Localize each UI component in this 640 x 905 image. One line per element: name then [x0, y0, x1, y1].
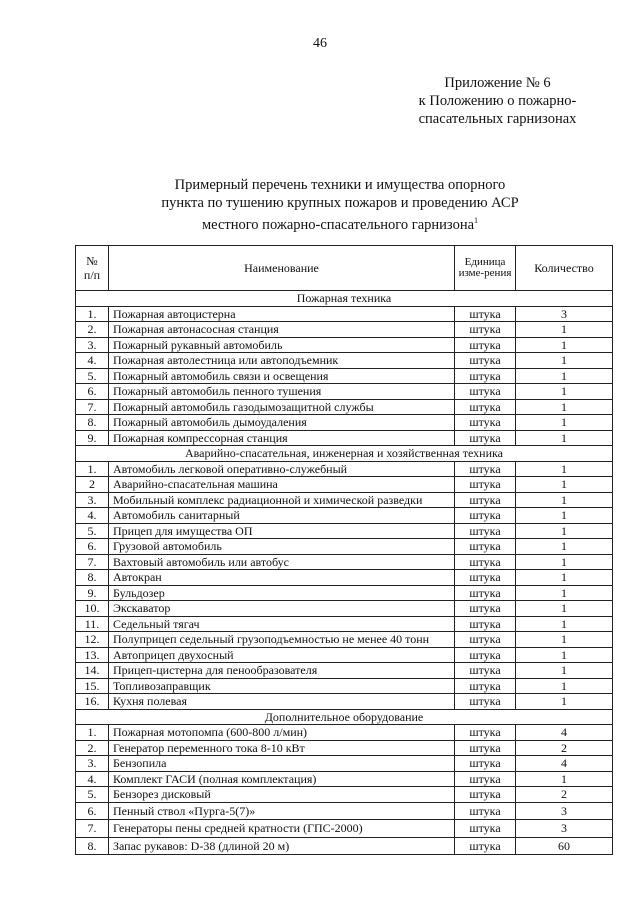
section-title: Дополнительное оборудование — [76, 709, 613, 725]
item-quantity: 1 — [516, 585, 613, 601]
item-quantity: 1 — [516, 368, 613, 384]
item-unit: штука — [455, 461, 516, 477]
header-unit: Единица изме-рения — [455, 246, 516, 291]
item-unit: штука — [455, 430, 516, 446]
item-name: Пожарная автолестница или автоподъемник — [109, 353, 455, 369]
header-qty: Количество — [516, 246, 613, 291]
title-line: пункта по тушению крупных пожаров и проведению АСР — [161, 195, 519, 211]
item-unit: штука — [455, 740, 516, 756]
item-name: Топливозаправщик — [109, 678, 455, 694]
header-name: Наименование — [109, 246, 455, 291]
item-unit: штука — [455, 632, 516, 648]
item-name: Экскаватор — [109, 601, 455, 617]
item-name: Автокран — [109, 570, 455, 586]
item-name: Автоприцеп двухосный — [109, 647, 455, 663]
table-row — [76, 694, 613, 710]
table-row — [76, 554, 613, 570]
row-number: 5. — [76, 787, 109, 803]
item-quantity: 3 — [516, 820, 613, 838]
row-number: 1. — [76, 306, 109, 322]
item-unit: штука — [455, 678, 516, 694]
table-row — [76, 756, 613, 772]
item-quantity: 1 — [516, 508, 613, 524]
row-number: 2 — [76, 477, 109, 493]
item-name: Кухня полевая — [109, 694, 455, 710]
item-name: Пожарный рукавный автомобиль — [109, 337, 455, 353]
item-quantity: 1 — [516, 430, 613, 446]
item-quantity: 1 — [516, 384, 613, 400]
table-row — [76, 585, 613, 601]
footnote-mark: 1 — [474, 216, 479, 225]
row-number: 2. — [76, 740, 109, 756]
item-name: Пожарная мотопомпа (600-800 л/мин) — [109, 725, 455, 741]
row-number: 6. — [76, 802, 109, 820]
item-name: Бульдозер — [109, 585, 455, 601]
item-quantity: 1 — [516, 492, 613, 508]
row-number: 7. — [76, 399, 109, 415]
item-name: Комплект ГАСИ (полная комплектация) — [109, 771, 455, 787]
item-unit: штука — [455, 771, 516, 787]
item-name: Пожарная компрессорная станция — [109, 430, 455, 446]
item-name: Автомобиль санитарный — [109, 508, 455, 524]
row-number: 7. — [76, 554, 109, 570]
table-row — [76, 399, 613, 415]
item-quantity: 1 — [516, 415, 613, 431]
item-name: Пожарная автонасосная станция — [109, 322, 455, 338]
item-quantity: 1 — [516, 477, 613, 493]
table-row — [76, 461, 613, 477]
item-quantity: 1 — [516, 663, 613, 679]
item-quantity: 1 — [516, 694, 613, 710]
title-line: местного пожарно-спасательного гарнизона$^1$ — [201, 216, 479, 233]
item-quantity: 1 — [516, 632, 613, 648]
title-line: Примерный перечень техники и имущества опорного — [174, 177, 506, 193]
table-row — [76, 837, 613, 855]
item-unit: штука — [455, 802, 516, 820]
table-row — [76, 430, 613, 446]
item-name: Вахтовый автомобиль или автобус — [109, 554, 455, 570]
item-name: Полуприцеп седельный грузоподъемностью не менее 40 тонн — [109, 632, 455, 648]
row-number: 9. — [76, 585, 109, 601]
section-title: Пожарная техника — [76, 291, 613, 307]
table-row — [76, 616, 613, 632]
item-unit: штука — [455, 756, 516, 772]
row-number: 11. — [76, 616, 109, 632]
table-row — [76, 415, 613, 431]
item-quantity: 2 — [516, 787, 613, 803]
item-quantity: 1 — [516, 554, 613, 570]
row-number: 8. — [76, 570, 109, 586]
table-row — [76, 787, 613, 803]
row-number: 16. — [76, 694, 109, 710]
appendix-line: спасательных гарнизонах — [418, 111, 577, 127]
row-number: 3. — [76, 492, 109, 508]
item-name: Бензорез дисковый — [109, 787, 455, 803]
row-number: 3. — [76, 337, 109, 353]
table-row — [76, 353, 613, 369]
row-number: 15. — [76, 678, 109, 694]
table-row — [76, 508, 613, 524]
item-unit: штука — [455, 492, 516, 508]
item-unit: штука — [455, 353, 516, 369]
item-unit: штука — [455, 663, 516, 679]
item-quantity: 1 — [516, 353, 613, 369]
page-number: 46 — [313, 36, 327, 51]
table-row — [76, 306, 613, 322]
row-number: 2. — [76, 322, 109, 338]
row-number: 4. — [76, 771, 109, 787]
item-quantity: 1 — [516, 539, 613, 555]
row-number: 7. — [76, 820, 109, 838]
item-quantity: 1 — [516, 771, 613, 787]
item-unit: штука — [455, 820, 516, 838]
row-number: 3. — [76, 756, 109, 772]
item-name: Прицеп-цистерна для пенообразователя — [109, 663, 455, 679]
table-row — [76, 601, 613, 617]
item-unit: штука — [455, 787, 516, 803]
table-row — [76, 477, 613, 493]
item-name: Седельный тягач — [109, 616, 455, 632]
row-number: 5. — [76, 523, 109, 539]
appendix-line: к Положению о пожарно- — [418, 93, 577, 109]
item-unit: штука — [455, 694, 516, 710]
row-number: 12. — [76, 632, 109, 648]
row-number: 1. — [76, 725, 109, 741]
item-name: Пожарный автомобиль связи и освещения — [109, 368, 455, 384]
item-quantity: 1 — [516, 461, 613, 477]
section-row — [76, 709, 613, 725]
item-quantity: 1 — [516, 647, 613, 663]
item-unit: штука — [455, 337, 516, 353]
item-unit: штука — [455, 508, 516, 524]
item-quantity: 1 — [516, 523, 613, 539]
table-row — [76, 771, 613, 787]
appendix-heading — [395, 74, 600, 128]
row-number: 1. — [76, 461, 109, 477]
item-unit: штука — [455, 601, 516, 617]
row-number: 5. — [76, 368, 109, 384]
item-unit: штука — [455, 322, 516, 338]
item-unit: штука — [455, 616, 516, 632]
table-row — [76, 368, 613, 384]
item-quantity: 4 — [516, 756, 613, 772]
item-unit: штука — [455, 647, 516, 663]
table-row — [76, 740, 613, 756]
equipment-table — [75, 245, 613, 855]
row-number: 8. — [76, 837, 109, 855]
item-name: Запас рукавов: D-38 (длиной 20 м) — [109, 837, 455, 855]
item-quantity: 1 — [516, 399, 613, 415]
item-name: Пожарная автоцистерна — [109, 306, 455, 322]
row-number: 13. — [76, 647, 109, 663]
item-name: Пожарный автомобиль газодымозащитной службы — [109, 399, 455, 415]
item-quantity: 60 — [516, 837, 613, 855]
table-row — [76, 820, 613, 838]
row-number: 6. — [76, 539, 109, 555]
document-title — [150, 176, 530, 234]
item-name: Автомобиль легковой оперативно-служебный — [109, 461, 455, 477]
row-number: 4. — [76, 508, 109, 524]
table-row — [76, 678, 613, 694]
section-row — [76, 291, 613, 307]
section-title: Аварийно-спасательная, инженерная и хозяйственная техника — [76, 446, 613, 462]
item-name: Мобильный комплекс радиационной и химической разведки — [109, 492, 455, 508]
item-quantity: 1 — [516, 337, 613, 353]
item-name: Бензопила — [109, 756, 455, 772]
item-quantity: 1 — [516, 570, 613, 586]
item-name: Аварийно-спасательная машина — [109, 477, 455, 493]
table-row — [76, 647, 613, 663]
row-number: 6. — [76, 384, 109, 400]
item-unit: штука — [455, 415, 516, 431]
item-name: Пожарный автомобиль пенного тушения — [109, 384, 455, 400]
section-row — [76, 446, 613, 462]
item-unit: штука — [455, 477, 516, 493]
table-row — [76, 725, 613, 741]
item-unit: штука — [455, 554, 516, 570]
item-unit: штука — [455, 368, 516, 384]
table-row — [76, 663, 613, 679]
item-quantity: 3 — [516, 802, 613, 820]
item-quantity: 1 — [516, 678, 613, 694]
item-name: Генераторы пены средней кратности (ГПС-2000) — [109, 820, 455, 838]
item-quantity: 1 — [516, 322, 613, 338]
table-row — [76, 632, 613, 648]
header-num: № п/п — [76, 246, 109, 291]
item-unit: штука — [455, 570, 516, 586]
item-quantity: 1 — [516, 601, 613, 617]
table-row — [76, 492, 613, 508]
item-name: Генератор переменного тока 8-10 кВт — [109, 740, 455, 756]
item-name: Пожарный автомобиль дымоудаления — [109, 415, 455, 431]
table-row — [76, 384, 613, 400]
item-unit: штука — [455, 585, 516, 601]
item-unit: штука — [455, 306, 516, 322]
item-unit: штука — [455, 523, 516, 539]
row-number: 8. — [76, 415, 109, 431]
table-row — [76, 337, 613, 353]
item-unit: штука — [455, 837, 516, 855]
item-name: Пенный ствол «Пурга-5(7)» — [109, 802, 455, 820]
item-unit: штука — [455, 384, 516, 400]
item-quantity: 1 — [516, 616, 613, 632]
item-quantity: 4 — [516, 725, 613, 741]
item-unit: штука — [455, 399, 516, 415]
table-row — [76, 322, 613, 338]
row-number: 9. — [76, 430, 109, 446]
table-row — [76, 523, 613, 539]
item-quantity: 2 — [516, 740, 613, 756]
row-number: 4. — [76, 353, 109, 369]
table-row — [76, 539, 613, 555]
item-unit: штука — [455, 539, 516, 555]
item-name: Грузовой автомобиль — [109, 539, 455, 555]
table-row — [76, 802, 613, 820]
row-number: 10. — [76, 601, 109, 617]
appendix-line: Приложение № 6 — [444, 75, 551, 91]
table-header-row — [76, 246, 613, 291]
row-number: 14. — [76, 663, 109, 679]
item-name: Прицеп для имущества ОП — [109, 523, 455, 539]
item-quantity: 3 — [516, 306, 613, 322]
table-row — [76, 570, 613, 586]
item-unit: штука — [455, 725, 516, 741]
